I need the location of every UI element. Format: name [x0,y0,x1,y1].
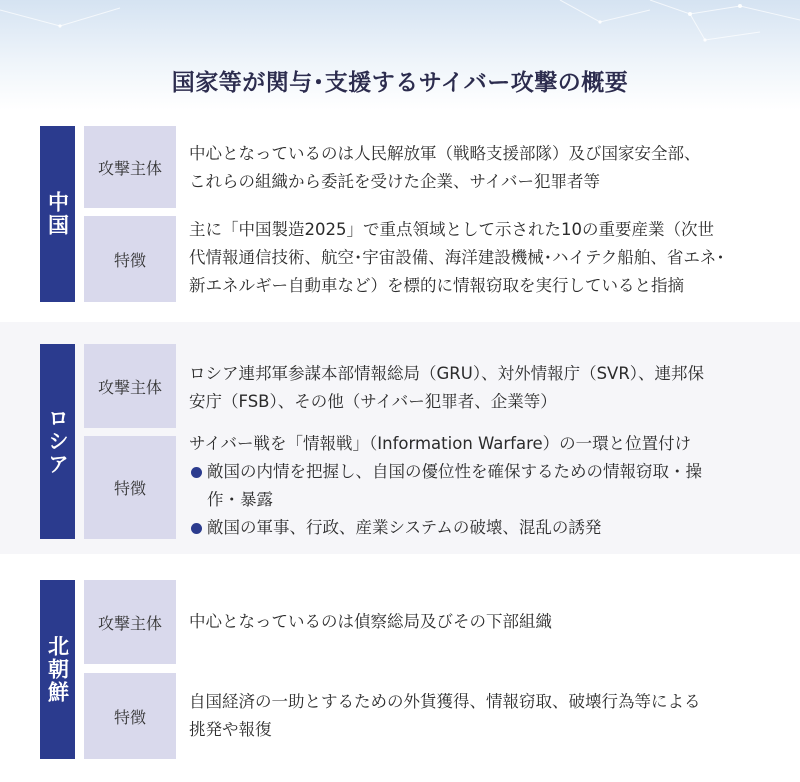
attacker-text-russia [189,360,779,416]
country-label-russia: ロシア [40,344,75,539]
feature-label-china: 特徴 [84,216,176,302]
bullet-icon [191,523,202,534]
feature-line: 主に「中国製造2025」で重点領域として示された10の重要産業（次世 [189,220,714,239]
country-label-china: 中国 [40,126,75,302]
feature-label-north-korea: 特徴 [84,673,176,759]
header-network-decoration [0,0,800,60]
bullet-line: 敵国の内情を把握し、自国の優位性を確保するための情報窃取・操 [207,462,702,481]
attacker-line: 安庁（FSB）、その他（サイバー犯罪者、企業等） [189,392,557,411]
country-label-north-korea: 北朝鮮 [40,580,75,759]
feature-bullet-item [189,458,779,514]
attacker-line: ロシア連邦軍参謀本部情報総局（GRU）、対外情報庁（SVR）、連邦保 [189,364,705,383]
bullet-line: 作・暴露 [207,490,273,509]
feature-text-north-korea [189,688,779,744]
feature-text-china [189,216,779,300]
attacker-line: これらの組織から委託を受けた企業、サイバー犯罪者等 [189,172,601,191]
feature-label-russia: 特徴 [84,436,176,539]
feature-bullet-item [189,514,779,542]
feature-line: 新エネルギー自動車など）を標的に情報窃取を実行していると指摘 [189,276,684,295]
page-title: 国家等が関与･支援するサイバー攻撃の概要 [171,70,629,96]
attacker-line: 中心となっているのは人民解放軍（戦略支援部隊）及び国家安全部、 [189,144,701,163]
attacker-label-north-korea: 攻撃主体 [84,580,176,664]
bullet-icon [191,467,202,478]
feature-intro: サイバー戦を「情報戦」（Information Warfare）の一環と位置付け [189,434,692,453]
feature-line: 挑発や報復 [189,720,272,739]
attacker-text-china [189,140,779,196]
bullet-line: 敵国の軍事、行政、産業システムの破壊、混乱の誘発 [207,518,602,537]
feature-line: 代情報通信技術、航空･宇宙設備、海洋建設機械･ハイテク船舶、省エネ･ [189,248,725,267]
attacker-line: 中心となっているのは偵察総局及びその下部組織 [189,612,552,631]
feature-text-russia [189,430,779,542]
attacker-label-russia: 攻撃主体 [84,344,176,428]
attacker-label-china: 攻撃主体 [84,126,176,208]
feature-line: 自国経済の一助とするための外貨獲得、情報窃取、破壊行為等による [189,692,701,711]
attacker-text-north-korea [189,608,779,636]
